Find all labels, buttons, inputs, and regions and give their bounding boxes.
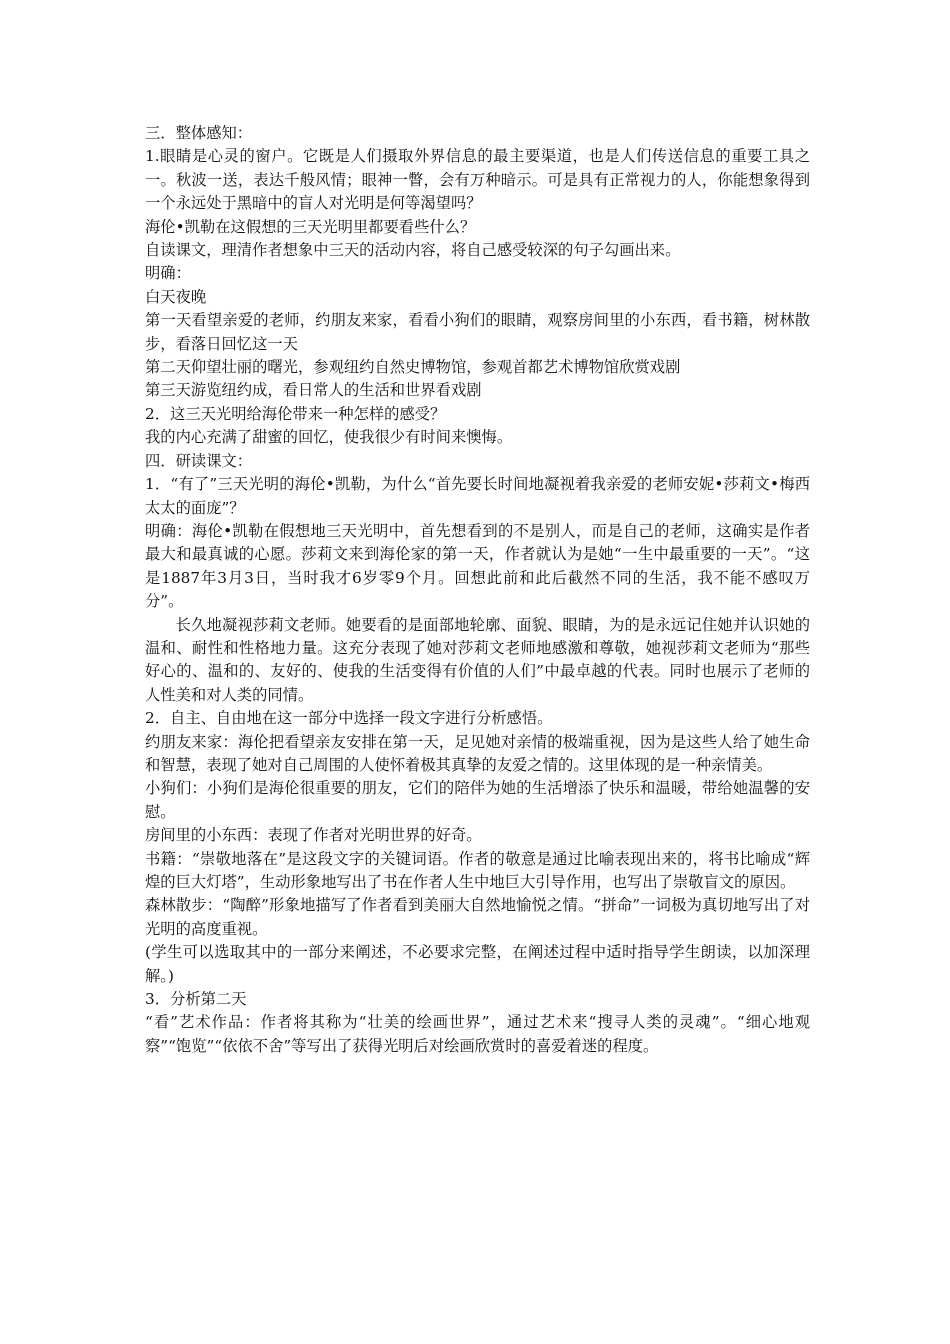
paragraph-question-teacher: 1．“有了”三天光明的海伦•凯勒，为什么“首先要长时间地凝视着我亲爱的老师安妮•莎莉文•梅西太太的面庞”？ xyxy=(145,475,810,517)
paragraph-day-two: 第二天仰望壮丽的曙光，参观纽约自然史博物馆，参观首都艺术博物馆欣赏戏剧 xyxy=(145,358,681,377)
paragraph-clarify-teacher: 明确：海伦•凯勒在假想地三天光明中，首先想看到的不是别人，而是自己的老师，这确实是作者最大和最真诚的心愿。莎莉文来到海伦家的第一天，作者就认为是她“一生中最重要的一天”。“这是1887年3月3日，当时我才6岁零9个月。回想此前和此后截然不同的生活，我不能不感叹万分”。 xyxy=(145,521,810,611)
paragraph-clarify-label: 明确： xyxy=(145,264,191,283)
paragraph-art-works: “看”艺术作品：作者将其称为“壮美的绘画世界”，通过艺术来“搜寻人类的灵魂”。“细心地观察”“饱览”“依依不舍”等写出了获得光明后对绘画欣赏时的喜爱着迷的程度。 xyxy=(145,1013,810,1055)
section-heading-study: 四．研读课文： xyxy=(145,451,253,470)
paragraph-forest-walk: 森林散步：“陶醉”形象地描写了作者看到美丽大自然地愉悦之情。“拼命”一词极为真切地写出了对光明的高度重视。 xyxy=(145,896,810,938)
paragraph-self-read: 自读课文，理清作者想象中三天的活动内容，将自己感受较深的句子勾画出来。 xyxy=(145,241,681,260)
paragraph-day-night: 白天夜晚 xyxy=(145,287,207,306)
paragraph-eyes-window: 1.眼睛是心灵的窗户。它既是人们摄取外界信息的最主要渠道，也是人们传送信息的重要工具之一。秋波一送，表达千般风情；眼神一瞥，会有万种暗示。可是具有正常视力的人，你能想象得到一个永远处于黑暗中的盲人对光明是何等渴望吗？ xyxy=(145,147,810,213)
paragraph-books: 书籍：“崇敬地落在”是这段文字的关键词语。作者的敬意是通过比喻表现出来的，将书比喻成“辉煌的巨大灯塔”，生动形象地写出了书在作者人生中地巨大引导作用，也写出了崇敬盲文的原因。 xyxy=(145,849,810,891)
paragraph-teaching-note: (学生可以选取其中的一部分来阐述，不必要求完整，在阐述过程中适时指导学生朗读，以加深理解。) xyxy=(145,943,810,985)
paragraph-day-one: 第一天看望亲爱的老师，约朋友来家，看看小狗们的眼睛，观察房间里的小东西，看书籍，树林散步，看落日回忆这一天 xyxy=(145,311,810,353)
paragraph-question: 海伦•凯勒在这假想的三天光明里都要看些什么？ xyxy=(145,217,476,236)
paragraph-friends: 约朋友来家：海伦把看望亲友安排在第一天，足见她对亲情的极端重视，因为是这些人给了她生命和智慧，表现了她对自己周围的人使怀着极其真挚的友爱之情的。这里体现的是一种亲情美。 xyxy=(145,732,810,774)
paragraph-small-things: 房间里的小东西：表现了作者对光明世界的好奇。 xyxy=(145,826,482,845)
paragraph-day-three: 第三天游览纽约成，看日常人的生活和世界看戏剧 xyxy=(145,381,482,400)
paragraph-answer-feeling: 我的内心充满了甜蜜的回忆，使我很少有时间来懊悔。 xyxy=(145,428,513,447)
paragraph-gaze-teacher: 长久地凝视莎莉文老师。她要看的是面部地轮廓、面貌、眼睛，为的是永远记住她并认识她的温和、耐性和性格地力量。这充分表现了她对莎莉文老师地感激和尊敬，她视莎莉文老师为“那些好心的、温和的、友好的、使我的生活变得有价值的人们”中最卓越的代表。同时也展示了老师的人性美和对人类的同情。 xyxy=(145,615,810,704)
paragraph-puppies: 小狗们：小狗们是海伦很重要的朋友，它们的陪伴为她的生活增添了快乐和温暖，带给她温馨的安慰。 xyxy=(145,779,810,821)
paragraph-question-feeling: 2．这三天光明给海伦带来一种怎样的感受？ xyxy=(145,404,446,423)
paragraph-free-choice: 2．自主、自由地在这一部分中选择一段文字进行分析感悟。 xyxy=(145,709,553,728)
document-page xyxy=(145,122,810,1058)
section-heading-overview: 三．整体感知： xyxy=(145,124,253,142)
paragraph-day-two-heading: 3．分析第二天 xyxy=(145,990,247,1009)
